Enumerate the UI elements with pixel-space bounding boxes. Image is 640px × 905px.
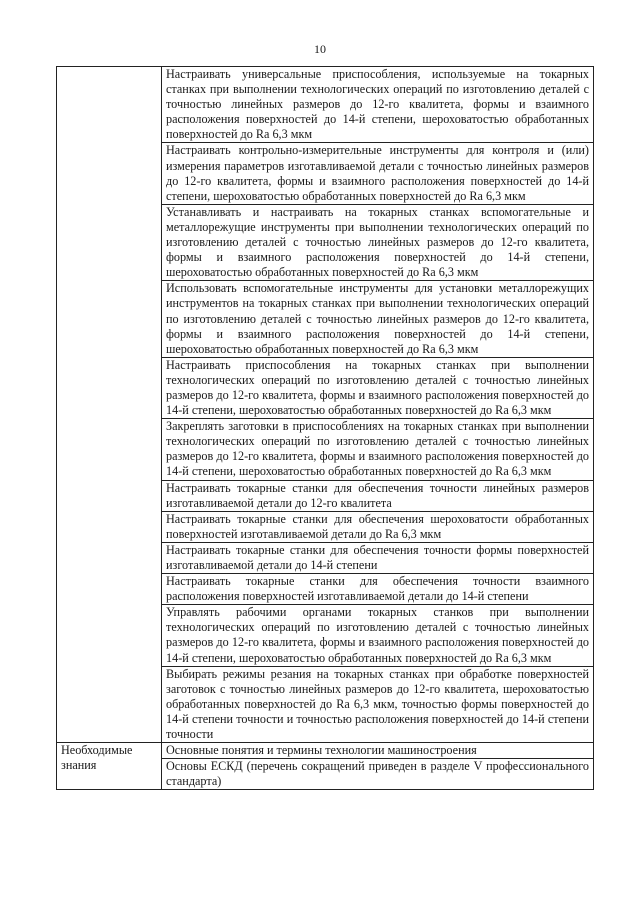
row-text: Закреплять заготовки в приспособлениях на токарных станках при выполнении технологических операций по изготовлению деталей с точностью линейных размеров до 12-го квалитета, формы и взаимного расположения поверхностей до 14-й степени, шероховатостью обработанных поверхностей до Ra 6,3 мкм	[162, 419, 594, 480]
row-text: Настраивать токарные станки для обеспечения точности линейных размеров изготавливаемой детали до 12-го квалитета	[162, 480, 594, 511]
row-text: Использовать вспомогательные инструменты для установки металлорежущих инструментов на токарных станках при выполнении технологических операций по изготовлению деталей с точностью линейных размеров до 12-го квалитета, формы и взаимного расположения поверхностей до 14-й степени, шероховатостью обработанных поверхностей до Ra 6,3 мкм	[162, 281, 594, 357]
row-label	[57, 67, 162, 743]
table-row	[57, 743, 594, 759]
row-text: Выбирать режимы резания на токарных станках при обработке поверхностей заготовок с точностью линейных размеров до 12-го квалитета, шероховатостью обработанных поверхностей до Ra 6,3 мкм, точностью формы поверхностей до 14-й степени точности и точностью расположения поверхностей до 14-й степени точности	[162, 666, 594, 742]
row-text: Основные понятия и термины технологии машиностроения	[162, 743, 594, 759]
row-text: Управлять рабочими органами токарных станков при выполнении технологических операций по изготовлению деталей с точностью линейных размеров до 12-го квалитета, формы и взаимного расположения поверхностей до 14-й степени, шероховатостью обработанных поверхностей до Ra 6,3 мкм	[162, 605, 594, 666]
row-text: Настраивать приспособления на токарных станках при выполнении технологических операций по изготовлению деталей с точностью линейных размеров до 12-го квалитета, формы и взаимного расположения поверхностей до 14-й степени, шероховатостью обработанных поверхностей до Ra 6,3 мкм	[162, 357, 594, 418]
row-text: Настраивать токарные станки для обеспечения точности взаимного расположения поверхностей изготавливаемой детали до 14-й степени	[162, 574, 594, 605]
row-text: Настраивать токарные станки для обеспечения шероховатости обработанных поверхностей изготавливаемой детали до Ra 6,3 мкм	[162, 511, 594, 542]
row-text: Настраивать универсальные приспособления, используемые на токарных станках при выполнении технологических операций по изготовлению деталей с точностью линейных размеров до 12-го квалитета, формы и взаимного расположения поверхностей до 14-й степени, шероховатостью обработанных поверхностей до Ra 6,3 мкм	[162, 67, 594, 143]
skills-knowledge-table	[56, 66, 594, 790]
row-label-knowledge: Необходимые знания	[57, 743, 162, 790]
row-text: Настраивать контрольно-измерительные инструменты для контроля и (или) измерения параметров изготавливаемой детали с точностью линейных размеров до 12-го квалитета, формы и взаимного расположения поверхностей до 14-й степени, шероховатостью обработанных поверхностей до Ra 6,3 мкм	[162, 143, 594, 204]
table-row	[57, 67, 594, 143]
row-text: Устанавливать и настраивать на токарных станках вспомогательные и металлорежущие инструменты при выполнении технологических операций по изготовлению деталей с точностью линейных размеров до 12-го квалитета, формы и взаимного расположения поверхностей до 14-й степени, шероховатостью обработанных поверхностей до Ra 6,3 мкм	[162, 204, 594, 280]
page-number: 10	[314, 42, 326, 56]
row-text: Настраивать токарные станки для обеспечения точности формы поверхностей изготавливаемой детали до 14-й степени	[162, 542, 594, 573]
row-text: Основы ЕСКД (перечень сокращений приведен в разделе V профессионального стандарта)	[162, 759, 594, 790]
